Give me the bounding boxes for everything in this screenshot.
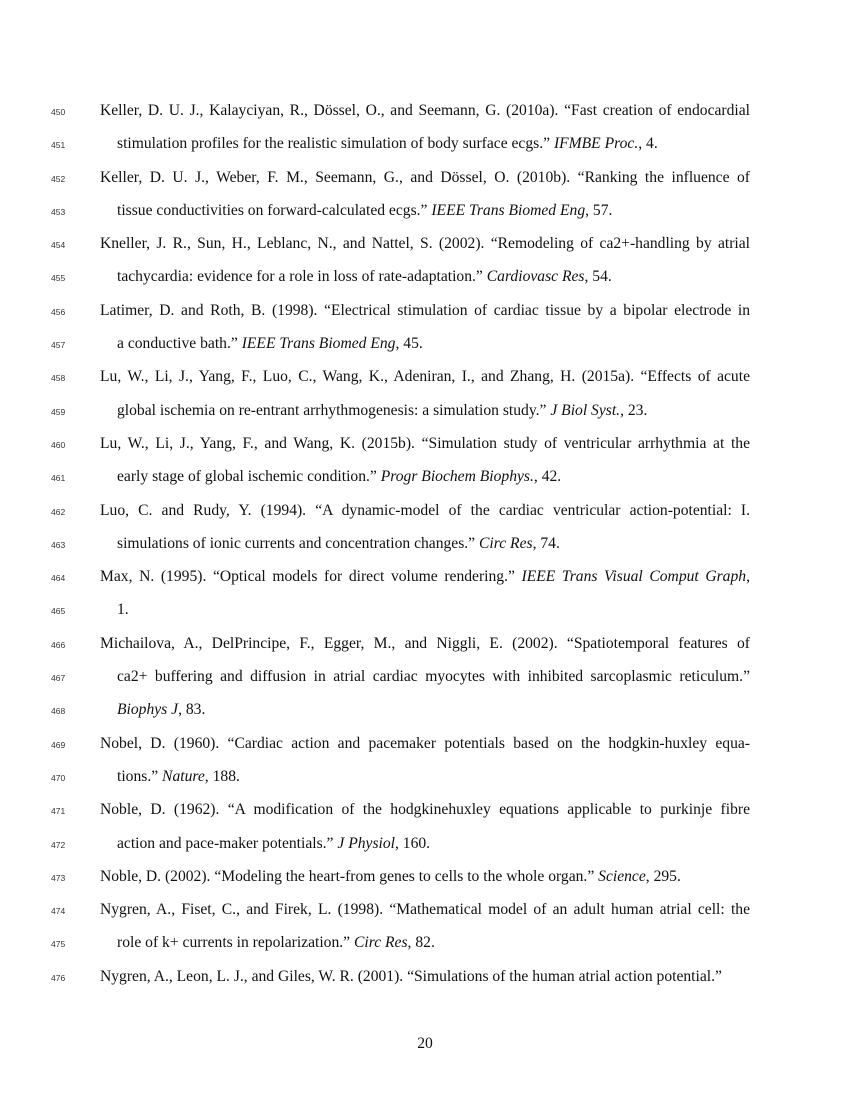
reference-text-segment: Noble, D. (2002). “Modeling the heart-from genes to cells to the whole organ.”	[100, 867, 599, 885]
reference-text	[100, 627, 750, 660]
reference-text-segment: Lu, W., Li, J., Yang, F., and Wang, K. (2015b). “Simulation study of ventricular arrhythmia at the	[100, 434, 750, 452]
reference-line	[0, 693, 850, 726]
reference-text-segment: , 54.	[584, 268, 612, 286]
line-number: 451	[51, 140, 66, 151]
line-number: 474	[51, 906, 66, 917]
reference-text-segment: Max, N. (1995). “Optical models for direct volume rendering.”	[100, 568, 522, 586]
reference-entry	[0, 960, 850, 993]
reference-entry	[0, 627, 850, 727]
journal-name: Progr Biochem Biophys.	[380, 468, 534, 486]
reference-line	[0, 260, 850, 293]
reference-line	[0, 860, 850, 893]
reference-text-segment: Michailova, A., DelPrincipe, F., Egger, M., and Niggli, E. (2002). “Spatiotemporal features of	[100, 634, 750, 652]
line-number: 452	[51, 173, 66, 184]
line-number: 473	[51, 872, 66, 883]
reference-list	[0, 94, 850, 993]
line-number: 468	[51, 706, 66, 717]
reference-text-segment: stimulation profiles for the realistic simulation of body surface ecgs.”	[117, 135, 554, 153]
line-number: 450	[51, 107, 66, 117]
reference-text	[100, 360, 750, 393]
page-number: 20	[417, 1035, 433, 1052]
reference-line	[0, 360, 850, 393]
journal-name: Circ Res	[479, 534, 533, 552]
reference-text	[100, 560, 750, 593]
line-number: 463	[51, 539, 66, 550]
reference-text	[117, 527, 750, 560]
reference-line	[0, 527, 850, 560]
reference-text-segment: , 45.	[395, 335, 423, 353]
reference-entry	[0, 360, 850, 427]
line-number: 462	[51, 506, 66, 517]
reference-entry	[0, 494, 850, 561]
journal-name: J Physiol	[337, 834, 395, 852]
reference-entry	[0, 893, 850, 960]
reference-text-segment: tions.”	[117, 767, 163, 785]
journal-name: Nature	[162, 767, 205, 785]
reference-line	[0, 827, 850, 860]
line-number: 471	[51, 806, 66, 817]
line-number: 465	[51, 606, 66, 617]
reference-text	[100, 727, 750, 760]
reference-text-segment: tissue conductivities on forward-calculated ecgs.”	[117, 201, 432, 219]
line-number: 454	[51, 240, 66, 251]
reference-text	[117, 693, 750, 726]
journal-name: Circ Res	[353, 934, 408, 952]
reference-text-segment: Nobel, D. (1960). “Cardiac action and pacemaker potentials based on the hodgkin-huxley equa-	[100, 734, 750, 752]
reference-line	[0, 294, 850, 327]
reference-text	[117, 660, 750, 693]
reference-text	[117, 127, 750, 160]
reference-line	[0, 327, 850, 360]
reference-entry	[0, 161, 850, 228]
line-number: 453	[51, 206, 66, 217]
reference-line	[0, 560, 850, 593]
line-number: 470	[51, 772, 66, 783]
reference-line	[0, 627, 850, 660]
reference-text-segment: 1.	[117, 601, 129, 619]
journal-name: Biophys J	[117, 701, 179, 719]
reference-text-segment: Lu, W., Li, J., Yang, F., Luo, C., Wang, K., Adeniran, I., and Zhang, H. (2015a). “Effects of acute	[100, 368, 750, 386]
reference-text-segment: , 188.	[204, 767, 240, 785]
journal-name: Science	[598, 867, 646, 885]
reference-text	[117, 460, 750, 493]
reference-text	[100, 860, 750, 893]
reference-text	[117, 827, 750, 860]
reference-text-segment: tachycardia: evidence for a role in loss of rate-adaptation.”	[117, 268, 487, 286]
line-number: 472	[51, 839, 66, 850]
reference-entry	[0, 793, 850, 860]
journal-name: IEEE Trans Biomed Eng	[241, 335, 396, 353]
reference-line	[0, 94, 850, 127]
reference-text	[100, 427, 750, 460]
reference-text-segment: , 23.	[620, 401, 648, 419]
reference-line	[0, 494, 850, 527]
reference-line	[0, 427, 850, 460]
journal-name: J Biol Syst.	[550, 401, 621, 419]
reference-text	[117, 260, 750, 293]
journal-name: IEEE Trans Biomed Eng	[431, 201, 586, 219]
line-number: 456	[51, 306, 66, 317]
reference-line	[0, 460, 850, 493]
reference-line	[0, 127, 850, 160]
line-number: 461	[51, 473, 66, 484]
reference-text	[100, 161, 750, 194]
reference-line	[0, 660, 850, 693]
line-number: 466	[51, 639, 66, 650]
reference-line	[0, 960, 850, 993]
reference-text	[100, 494, 750, 527]
reference-text-segment: Nygren, A., Leon, L. J., and Giles, W. R. (2001). “Simulations of the human atrial action potential.”	[100, 967, 722, 985]
journal-name: Cardiovasc Res	[486, 268, 585, 286]
reference-text-segment: Noble, D. (1962). “A modification of the hodgkinehuxley equations applicable to purkinje fibre	[100, 801, 750, 819]
reference-text-segment: , 42.	[533, 468, 562, 486]
reference-line	[0, 194, 850, 227]
reference-line	[0, 394, 850, 427]
reference-text	[117, 194, 750, 227]
reference-text-segment: Latimer, D. and Roth, B. (1998). “Electrical stimulation of cardiac tissue by a bipolar electrode in	[100, 301, 750, 319]
reference-entry	[0, 294, 850, 361]
reference-entry	[0, 427, 850, 494]
line-number: 458	[51, 373, 66, 384]
line-number: 469	[51, 739, 66, 750]
journal-name: IFMBE Proc.	[553, 135, 639, 153]
reference-text-segment: Nygren, A., Fiset, C., and Firek, L. (1998). “Mathematical model of an adult human atrial cell: the	[100, 901, 750, 919]
reference-text	[117, 593, 750, 626]
line-number: 459	[51, 406, 66, 417]
reference-line	[0, 227, 850, 260]
reference-line	[0, 926, 850, 959]
reference-line	[0, 893, 850, 926]
reference-entry	[0, 560, 850, 627]
reference-text-segment: simulations of ionic currents and concentration changes.”	[117, 534, 480, 552]
reference-entry	[0, 860, 850, 893]
reference-text-segment: , 57.	[585, 201, 613, 219]
reference-entry	[0, 227, 850, 294]
reference-text-segment: Luo, C. and Rudy, Y. (1994). “A dynamic-model of the cardiac ventricular action-potential: I.	[100, 501, 750, 519]
reference-text	[100, 94, 750, 127]
reference-text-segment: , 4.	[638, 135, 658, 153]
reference-text-segment: , 295.	[645, 867, 681, 885]
reference-text-segment: global ischemia on re-entrant arrhythmogenesis: a simulation study.”	[117, 401, 551, 419]
line-number: 476	[51, 972, 66, 983]
line-number: 455	[51, 273, 66, 284]
reference-text-segment: ,	[746, 568, 750, 586]
reference-text	[100, 793, 750, 826]
reference-entry	[0, 94, 850, 161]
reference-text-segment: action and pace-maker potentials.”	[117, 834, 338, 852]
reference-text-segment: role of k+ currents in repolarization.”	[117, 934, 354, 952]
reference-text-segment: , 82.	[407, 934, 435, 952]
reference-text	[100, 227, 750, 260]
reference-text-segment: Keller, D. U. J., Kalayciyan, R., Dössel, O., and Seemann, G. (2010a). “Fast creation of endocardial	[100, 102, 750, 119]
reference-entry	[0, 727, 850, 794]
line-number: 460	[51, 439, 66, 450]
line-number: 464	[51, 573, 66, 584]
reference-text-segment: ca2+ buffering and diffusion in atrial cardiac myocytes with inhibited sarcoplasmic reticulum.”	[117, 668, 750, 686]
reference-line	[0, 727, 850, 760]
line-number: 475	[51, 939, 66, 950]
reference-text-segment: early stage of global ischemic condition.”	[117, 468, 381, 486]
reference-text-segment: Keller, D. U. J., Weber, F. M., Seemann, G., and Dössel, O. (2010b). “Ranking the influence of	[100, 168, 750, 186]
reference-text	[100, 960, 750, 993]
line-number: 457	[51, 340, 66, 351]
reference-text-segment: Kneller, J. R., Sun, H., Leblanc, N., and Nattel, S. (2002). “Remodeling of ca2+-handling by atrial	[100, 235, 750, 253]
reference-text	[117, 926, 750, 959]
line-number: 467	[51, 673, 66, 684]
reference-text	[117, 394, 750, 427]
reference-line	[0, 161, 850, 194]
reference-text-segment: a conductive bath.”	[117, 335, 242, 353]
reference-text-segment: , 160.	[394, 834, 431, 852]
journal-name: IEEE Trans Visual Comput Graph	[521, 568, 747, 586]
reference-line	[0, 593, 850, 626]
reference-text	[100, 893, 750, 926]
reference-line	[0, 760, 850, 793]
reference-text	[117, 327, 750, 360]
reference-text-segment: , 83.	[178, 701, 206, 719]
reference-text	[100, 294, 750, 327]
reference-text-segment: , 74.	[532, 534, 560, 552]
reference-text	[117, 760, 750, 793]
reference-line	[0, 793, 850, 826]
